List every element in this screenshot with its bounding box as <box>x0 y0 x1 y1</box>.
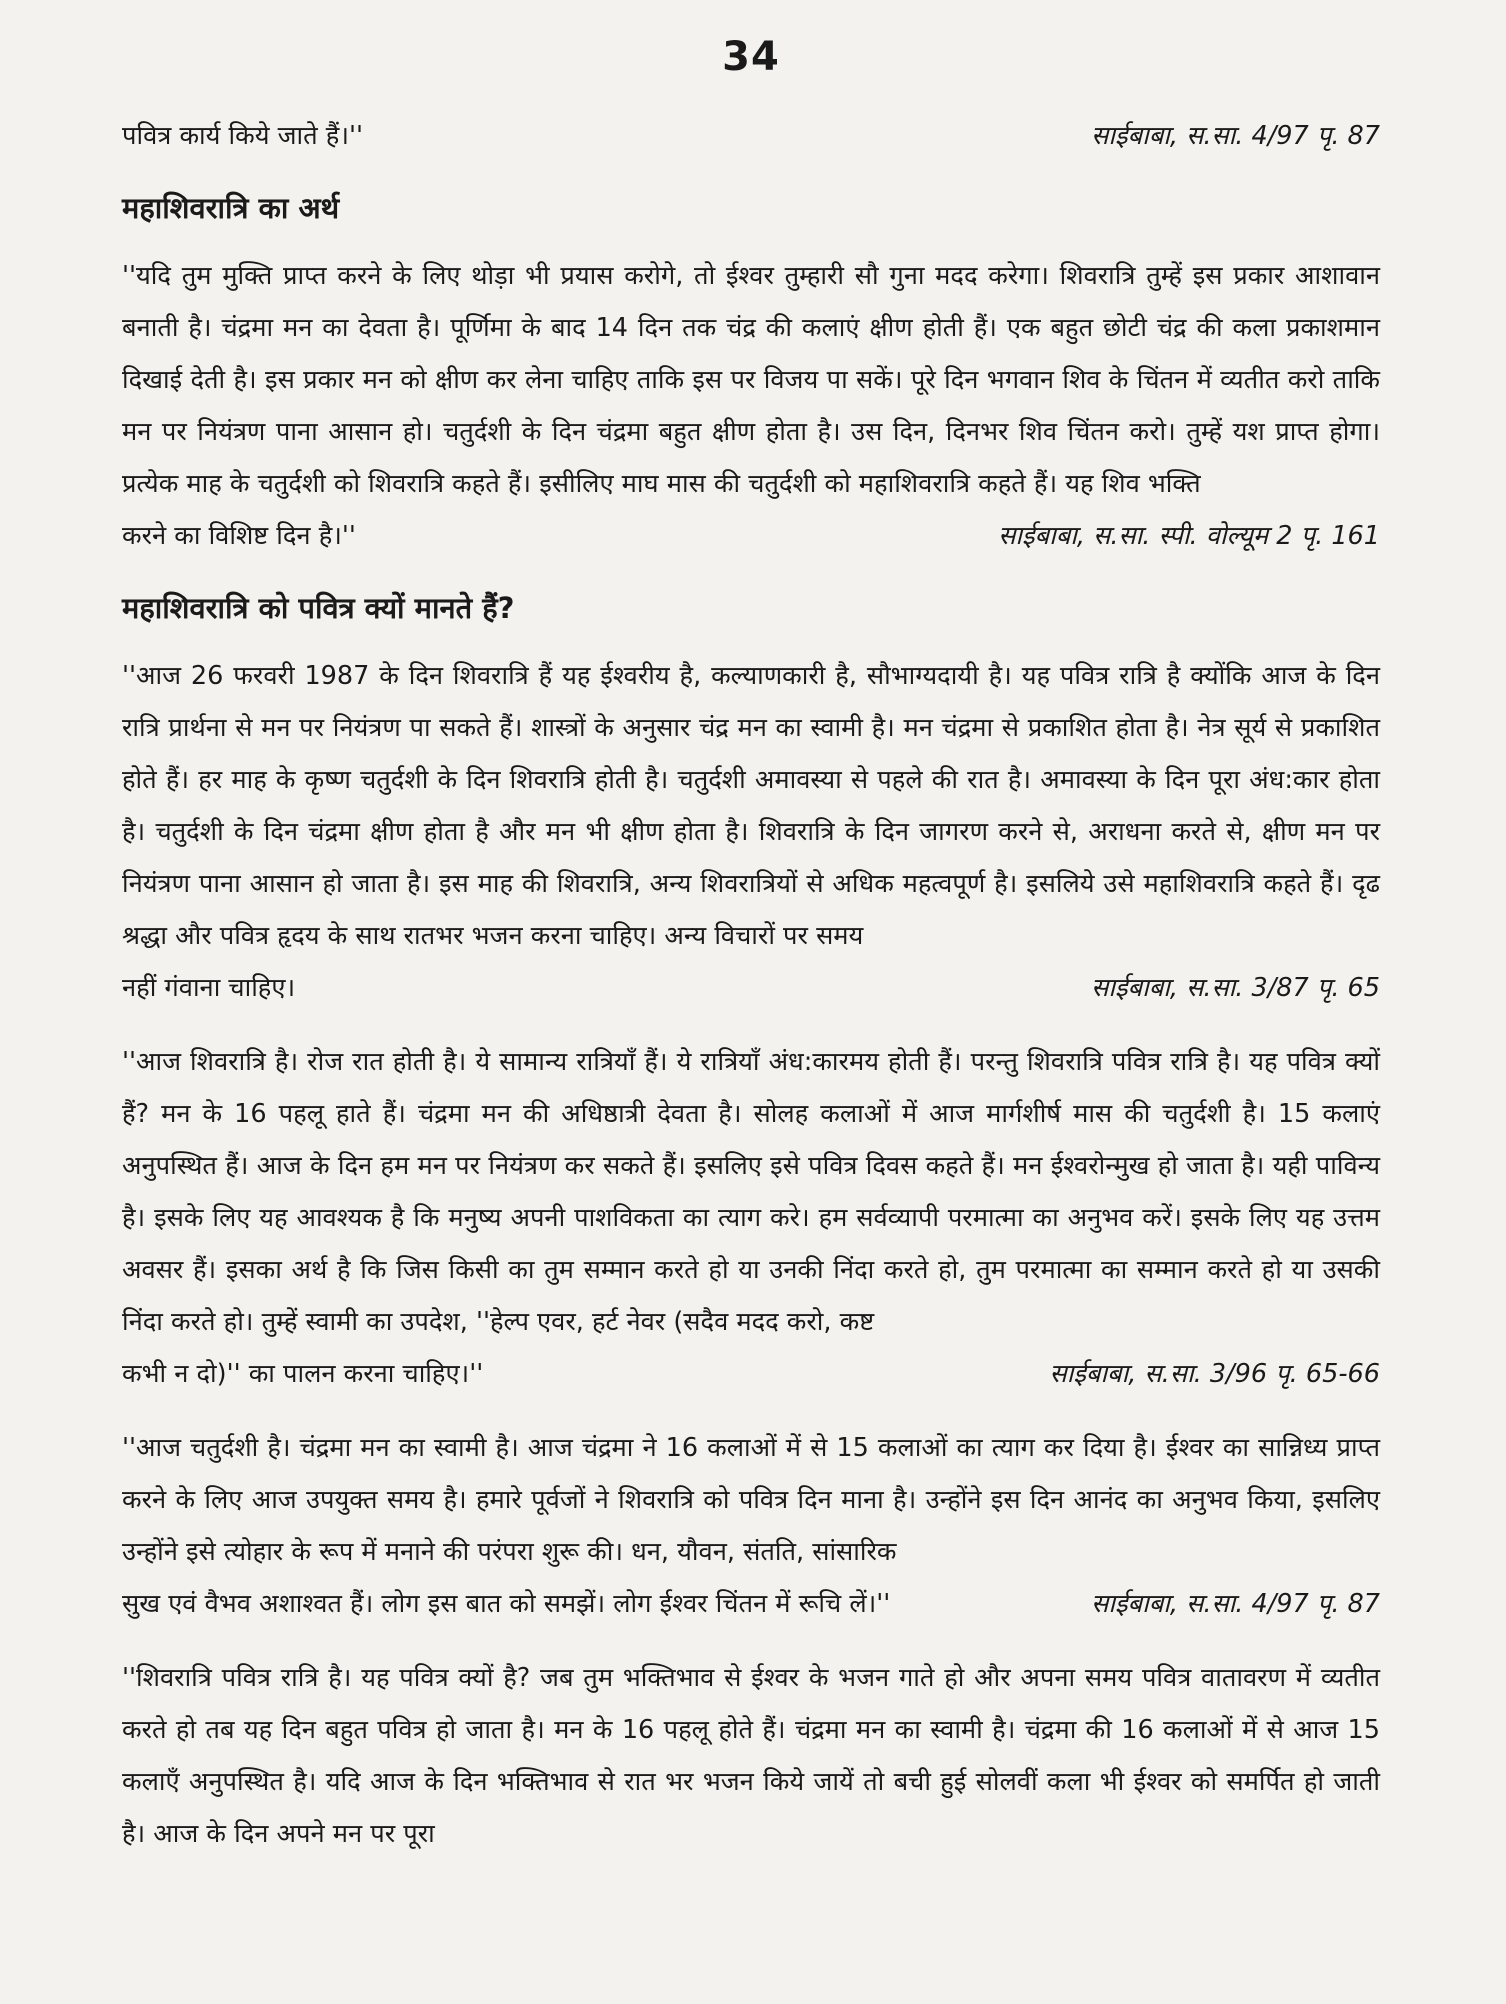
section-heading-why-sacred: महाशिवरात्रि को पवित्र क्यों मानते हैं? <box>122 591 515 625</box>
paragraph-text: ''यदि तुम मुक्ति प्राप्त करने के लिए थोड़ा भी प्रयास करोगे, तो ईश्वर तुम्हारी सौ गुना मदद करेगा। शिवरात्रि तुम्हें इस प्रकार आशावान बनाती है। चंद्रमा मन का देवता है। पूर्णिमा के बाद 14 दिन तक चंद्र की कलाएं क्षीण होती हैं। एक बहुत छोटी चंद्र की कला प्रकाशमान दिखाई देती है। इस प्रकार मन को क्षीण कर लेना चाहिए ताकि इस पर विजय पा सकें। पूरे दिन भगवान शिव के चिंतन में व्यतीत करो ताकि मन पर नियंत्रण पाना आसान हो। चतुर्दशी के दिन चंद्रमा बहुत क्षीण होता है। उस दिन, दिनभर शिव चिंतन करो। तुम्हें यश प्राप्त होगा। प्रत्येक माह के चतुर्दशी को शिवरात्रि कहते हैं। इसीलिए माघ मास की चतुर्दशी को महाशिवरात्रि कहते हैं। यह शिव भक्ति <box>122 261 1380 499</box>
citation: साईबाबा, स.सा. 3/96 पृ. 65-66 <box>1049 1359 1380 1389</box>
top-line-citation: साईबाबा, स.सा. 4/97 पृ. 87 <box>1091 121 1380 151</box>
paragraph-text: ''शिवरात्रि पवित्र रात्रि है। यह पवित्र क्यों है? जब तुम भक्तिभाव से ईश्वर के भजन गाते हो और अपना समय पवित्र वातावरण में व्यतीत करते हो तब यह दिन बहुत पवित्र हो जाता है। मन के 16 पहलू होते हैं। चंद्रमा मन का स्वामी है। चंद्रमा की 16 कलाओं में से आज 15 कलाएँ अनुपस्थित है। यदि आज के दिन भक्तिभाव से रात भर भजन किये जायें तो बची हुई सोलवीं कला भी ईश्वर को समर्पित हो जाती है। आज के दिन अपने मन पर पूरा <box>122 1663 1380 1849</box>
top-line-text: पवित्र कार्य किये जाते हैं।'' <box>122 121 364 151</box>
paragraph-text: ''आज 26 फरवरी 1987 के दिन शिवरात्रि हैं यह ईश्वरीय है, कल्याणकारी है, सौभाग्यदायी है। यह पवित्र रात्रि है क्योंकि आज के दिन रात्रि प्रार्थना से मन पर नियंत्रण पा सकते हैं। शास्त्रों के अनुसार चंद्र मन का स्वामी है। मन चंद्रमा से प्रकाशित होता है। नेत्र सूर्य से प्रकाशित होते हैं। हर माह के कृष्ण चतुर्दशी के दिन शिवरात्रि होती है। चतुर्दशी अमावस्या से पहले की रात है। अमावस्या के दिन पूरा अंध:कार होता है। चतुर्दशी के दिन चंद्रमा क्षीण होता है और मन भी क्षीण होता है। शिवरात्रि के दिन जागरण करने से, अराधना करते से, क्षीण मन पर नियंत्रण पाना आसान हो जाता है। इस माह की शिवरात्रि, अन्य शिवरात्रियों से अधिक महत्वपूर्ण है। इसलिये उसे महाशिवरात्रि कहते हैं। दृढ श्रद्धा और पवित्र हृदय के साथ रातभर भजन करना चाहिए। अन्य विचारों पर समय <box>122 661 1380 951</box>
page-number: 34 <box>722 34 780 80</box>
paragraph-last-text: सुख एवं वैभव अशाश्वत हैं। लोग इस बात को समझें। लोग ईश्वर चिंतन में रूचि लें।'' <box>122 1589 891 1619</box>
paragraph-last-text: नहीं गंवाना चाहिए। <box>122 973 296 1003</box>
top-line <box>122 110 1380 162</box>
paragraph-last-line <box>122 1578 1380 1630</box>
paragraph-text: ''आज शिवरात्रि है। रोज रात होती है। ये सामान्य रात्रियाँ हैं। ये रात्रियाँ अंध:कारमय होती हैं। परन्तु शिवरात्रि पवित्र रात्रि है। यह पवित्र क्यों हैं? मन के 16 पहलू हाते हैं। चंद्रमा मन की अधिष्ठात्री देवता है। सोलह कलाओं में आज मार्गशीर्ष मास की चतुर्दशी है। 15 कलाएं अनुपस्थित हैं। आज के दिन हम मन पर नियंत्रण कर सकते हैं। इसलिए इसे पवित्र दिवस कहते हैं। मन ईश्वरोन्मुख हो जाता है। यही पाविन्य है। इसके लिए यह आवश्यक है कि मनुष्य अपनी पाशविकता का त्याग करे। हम सर्वव्यापी परमात्मा का अनुभव करें। इसके लिए यह उत्तम अवसर हैं। इसका अर्थ है कि जिस किसी का तुम सम्मान करते हो या उनकी निंदा करते हो, तुम परमात्मा का सम्मान करते हो या उसकी निंदा करते हो। तुम्हें स्वामी का उपदेश, ''हेल्प एवर, हर्ट नेवर (सदैव मदद करो, कष्ट <box>122 1047 1380 1337</box>
citation: साईबाबा, स.सा. स्पी. वोल्यूम 2 पृ. 161 <box>998 521 1380 551</box>
paragraph-text: ''आज चतुर्दशी है। चंद्रमा मन का स्वामी है। आज चंद्रमा ने 16 कलाओं में से 15 कलाओं का त्याग कर दिया है। ईश्वर का सान्निध्य प्राप्त करने के लिए आज उपयुक्त समय है। हमारे पूर्वजों ने शिवरात्रि को पवित्र दिन माना है। उन्होंने इस दिन आनंद का अनुभव किया, इसलिए उन्होंने इसे त्योहार के रूप में मनाने की परंपरा शुरू की। धन, यौवन, संतति, सांसारिक <box>122 1433 1380 1567</box>
paragraph <box>122 1652 1380 1860</box>
section-heading-meaning: महाशिवरात्रि का अर्थ <box>122 191 340 225</box>
citation: साईबाबा, स.सा. 4/97 पृ. 87 <box>1091 1589 1380 1619</box>
paragraph-last-line <box>122 510 1380 562</box>
paragraph <box>122 1422 1380 1630</box>
paragraph-last-text: करने का विशिष्ट दिन है।'' <box>122 521 356 551</box>
paragraph <box>122 1036 1380 1400</box>
paragraph-last-line <box>122 962 1380 1014</box>
paragraph <box>122 250 1380 562</box>
citation: साईबाबा, स.सा. 3/87 पृ. 65 <box>1091 973 1380 1003</box>
paragraph-last-line <box>122 1348 1380 1400</box>
paragraph-last-text: कभी न दो)'' का पालन करना चाहिए।'' <box>122 1359 484 1389</box>
paragraph <box>122 650 1380 1014</box>
